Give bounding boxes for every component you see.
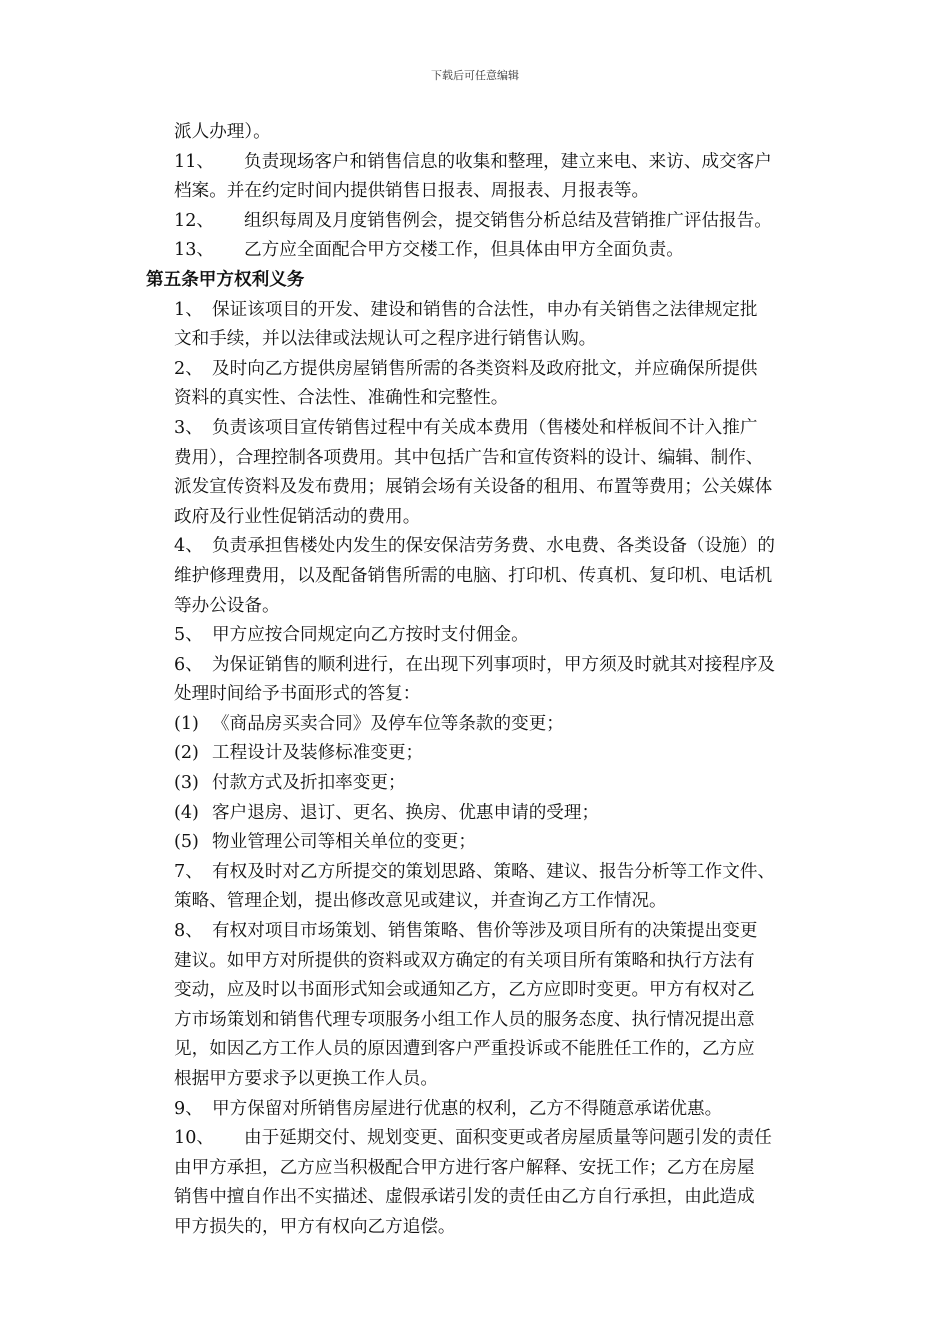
document-body [0,118,950,1243]
item-text: 根据甲方要求予以更换工作人员。 [174,1069,438,1089]
item-number: 9、 [174,1098,203,1119]
item-text: 由于延期交付、规划变更、面积变更或者房屋质量等问题引发的责任 [244,1128,772,1149]
item-text: 有权对项目市场策划、销售策略、售价等涉及项目所有的决策提出变更 [212,921,758,942]
item-text: 付款方式及折扣率变更； [212,773,406,794]
list-item [174,414,830,532]
item-number: 6、 [174,654,203,675]
item-number: 1、 [174,299,203,320]
list-item [174,917,830,1095]
item-text: 有权及时对乙方所提交的策划思路、策略、建议、报告分析等工作文件、 [212,861,776,882]
item-number: 8、 [174,921,203,942]
item-text: 客户退房、退订、更名、换房、优惠申请的受理； [212,802,600,823]
list-item [174,1095,830,1125]
item-text: 策略、管理企划，提出修改意见或建议，并查询乙方工作情况。 [174,891,667,912]
list-item [174,236,830,266]
item-number: (3) [174,773,199,794]
item-text: 建议。如甲方对所提供的资料或双方确定的有关项目所有策略和执行方法有 [174,950,755,971]
item-number: 5、 [174,625,203,646]
item-number: 7、 [174,861,203,882]
item-text: 物业管理公司等相关单位的变更； [212,832,476,853]
item-text: 派发宣传资料及发布费用；展销会场有关设备的租用、布置等费用；公关媒体 [174,477,773,498]
item-text: 由甲方承担，乙方应当积极配合甲方进行客户解释、安抚工作；乙方在房屋 [174,1157,755,1178]
item-text: 档案。并在约定时间内提供销售日报表、周报表、月报表等。 [174,181,650,202]
item-text: 见，如因乙方工作人员的原因遭到客户严重投诉或不能胜任工作的，乙方应 [174,1039,755,1060]
item-text: 负责该项目宣传销售过程中有关成本费用（售楼处和样板间不计入推广 [212,417,758,438]
section-items [0,296,950,1243]
list-item [174,148,830,207]
item-text: 文和手续，并以法律或法规认可之程序进行销售认购。 [174,329,597,350]
item-text: 为保证销售的顺利进行，在出现下列事项时，甲方须及时就其对接程序及 [212,654,776,675]
item-text: 保证该项目的开发、建设和销售的合法性，申办有关销售之法律规定批 [212,299,758,320]
item-text: 甲方保留对所销售房屋进行优惠的权利，乙方不得随意承诺优惠。 [212,1098,723,1119]
list-item [174,296,830,355]
item-number: 2、 [174,358,203,379]
list-item [174,799,830,829]
list-item [174,651,830,710]
list-item [174,858,830,917]
item-text: 维护修理费用，以及配备销售所需的电脑、打印机、传真机、复印机、电话机 [174,565,773,586]
item-number: 13、 [174,240,214,261]
list-item [174,532,830,621]
item-text: 工程设计及装修标准变更； [212,743,424,764]
list-item [174,207,830,237]
item-text: 负责现场客户和销售信息的收集和整理，建立来电、来访、成交客户 [244,151,772,172]
list-item [174,621,830,651]
list-item [174,118,830,148]
item-text: 甲方应按合同规定向乙方按时支付佣金。 [212,625,529,646]
item-text: 销售中擅自作出不实描述、虚假承诺引发的责任由乙方自行承担，由此造成 [174,1187,755,1208]
item-text: 处理时间给予书面形式的答复： [174,684,421,705]
list-item [174,739,830,769]
item-text: 等办公设备。 [174,595,280,616]
item-text: 《商品房买卖合同》及停车位等条款的变更； [212,713,564,734]
item-number: 11、 [174,151,214,172]
item-number: 4、 [174,536,203,557]
item-text: 组织每周及月度销售例会，提交销售分析总结及营销推广评估报告。 [244,210,772,231]
page-header: 下载后可任意编辑 [431,69,519,82]
item-number: (2) [174,743,199,764]
item-text: 派人办理）。 [174,122,271,142]
item-number: 3、 [174,417,203,438]
list-item [174,710,830,740]
item-text: 乙方应全面配合甲方交楼工作，但具体由甲方全面负责。 [244,240,684,261]
item-number: 10、 [174,1128,214,1149]
list-item [174,355,830,414]
item-text: 资料的真实性、合法性、准确性和完整性。 [174,388,509,409]
item-number: (1) [174,713,199,734]
item-number: 12、 [174,210,214,231]
item-number: (5) [174,832,199,853]
item-text: 变动，应及时以书面形式知会或通知乙方，乙方应即时变更。甲方有权对乙 [174,980,755,1001]
list-item [174,828,830,858]
item-text: 及时向乙方提供房屋销售所需的各类资料及政府批文，并应确保所提供 [212,358,758,379]
list-item [174,769,830,799]
section-title: 第五条甲方权利义务 [146,269,305,290]
item-number: (4) [174,802,199,823]
item-text: 费用），合理控制各项费用。其中包括广告和宣传资料的设计、编辑、制作、 [174,447,764,468]
item-text: 方市场策划和销售代理专项服务小组工作人员的服务态度、执行情况提出意 [174,1009,755,1030]
item-text: 负责承担售楼处内发生的保安保洁劳务费、水电费、各类设备（设施）的 [212,536,776,557]
list-item [174,1124,830,1242]
top-items [0,118,950,266]
item-text: 政府及行业性促销活动的费用。 [174,506,421,527]
item-text: 甲方损失的，甲方有权向乙方追偿。 [174,1216,456,1237]
